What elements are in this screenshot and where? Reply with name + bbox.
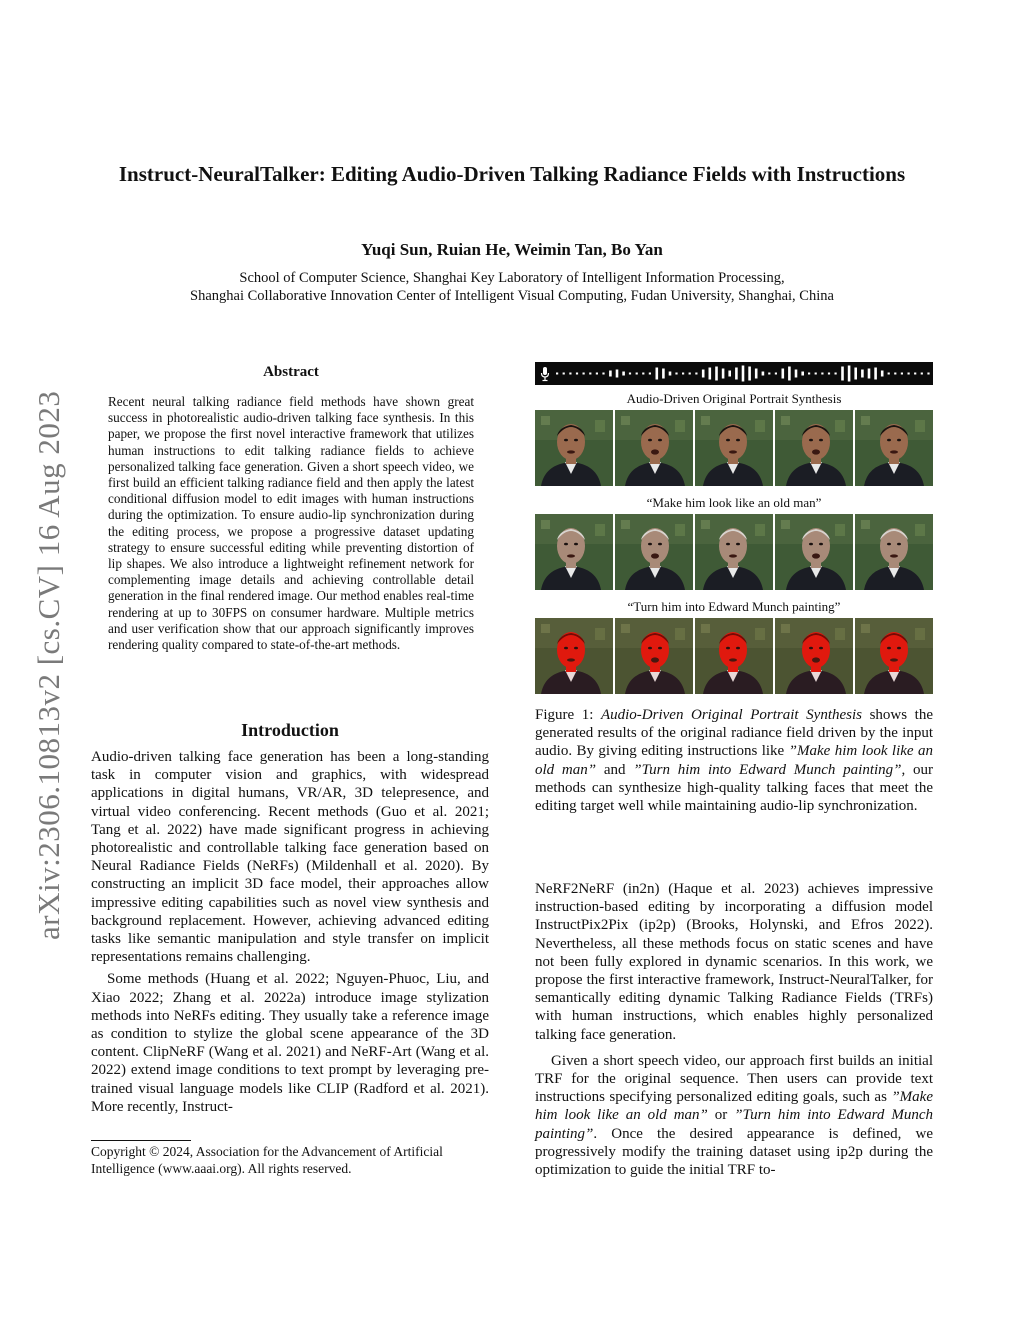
waveform-bar	[728, 371, 731, 377]
paper-title: Instruct-NeuralTalker: Editing Audio-Driven Talking Radiance Fields with Instructions	[118, 162, 906, 186]
portrait-frame	[775, 618, 853, 694]
affiliation-line-1: School of Computer Science, Shanghai Key Laboratory of Intelligent Information Processing,	[239, 270, 785, 286]
portrait-frame	[775, 514, 853, 590]
figure-1	[535, 362, 933, 694]
abstract-body: Recent neural talking radiance field methods have shown great success in photorealistic audio-driven talking face synthesis. In this paper, we propose the first novel interactive framework that utilizes human instructions to edit talking radiance fields to achieve personalized talking face generation. Given a short speech video, we first build an efficient talking radiance field and then apply the latest conditional diffusion model to edit images with human instructions during the optimization. To ensure audio-lip synchronization during the editing process, we propose a progressive dataset updating strategy to ensure successful editing while preventing distortion of lip shapes. We also introduce a lightweight refinement network for complementing image details and achieving controllable detail generation in the final rendered image. Our method enables real-time rendering at up to 30FPS on consumer hardware. Multiple metrics and user verification show that our approach significantly improves rendering quality compared to state-of-the-art methods.	[108, 394, 474, 653]
waveform-bar	[563, 373, 565, 375]
caption-text-b: and	[596, 761, 634, 778]
waveform-bar	[927, 373, 929, 375]
portrait-frame	[615, 514, 693, 590]
waveform-bar	[908, 373, 910, 375]
row-label-munch: “Turn him into Edward Munch painting”	[627, 599, 841, 614]
waveform-bar	[828, 373, 830, 375]
waveform-bar	[682, 373, 684, 375]
audio-waveform	[535, 362, 933, 385]
waveform-bar	[556, 373, 558, 375]
caption-prefix: Figure 1:	[535, 707, 601, 723]
caption-text-a: shows the generated results of the original radiance field driven by the input audio. By giving editing instructions like	[535, 707, 933, 760]
waveform-bar	[602, 373, 604, 375]
intro-paragraph-4	[535, 1052, 933, 1179]
row-label-old-man: “Make him look like an old man”	[646, 495, 822, 510]
waveform-bar	[622, 372, 625, 376]
portrait-frame	[775, 410, 853, 486]
waveform-bar	[695, 373, 697, 375]
affiliation-line-2: Shanghai Collaborative Innovation Center of Intelligent Visual Computing, Fudan University, Shanghai, China	[190, 288, 834, 304]
intro-paragraph-2: Some methods (Huang et al. 2022; Nguyen-Phuoc, Liu, and Xiao 2022; Zhang et al. 2022a) introduce image stylization methods into NeRFs editing. They usually take a reference image as condition to stylize the global scene appearance of the 3D content. ClipNeRF (Wang et al. 2021) and NeRF-Art (Wang et al. 2022) extend image conditions to text prompt by leveraging pre-trained visual language models like CLIP (Radford et al. 2021). More recently, Instruct-	[91, 971, 489, 1115]
waveform-bar	[881, 371, 884, 377]
waveform-bar	[755, 369, 758, 379]
waveform-bar	[782, 369, 785, 379]
waveform-bar	[583, 373, 585, 375]
waveform-bar	[669, 372, 672, 376]
para4-text-c: . Once the desired appearance is defined, we progressively modify the training dataset using ip2p during the optimization to guide the initial TRF to-	[535, 1125, 933, 1179]
portrait-frame	[615, 410, 693, 486]
munch-portrait-strip	[535, 618, 933, 694]
waveform-bar	[656, 368, 659, 380]
waveform-bar	[715, 367, 718, 381]
waveform-bar	[675, 373, 677, 375]
waveform-bar	[762, 372, 765, 376]
waveform-bar	[914, 373, 916, 375]
caption-italic-3: ”Turn him into Edward Munch painting”	[633, 761, 902, 778]
waveform-bar	[748, 367, 751, 381]
waveform-bar	[901, 373, 903, 375]
waveform-bar	[616, 370, 619, 378]
waveform-bar	[775, 373, 777, 375]
para4-italic-2: ”Turn him into Edward Munch painting”	[535, 1107, 933, 1142]
waveform-bar	[735, 368, 738, 380]
waveform-bar	[835, 373, 837, 375]
portrait-frame	[615, 618, 693, 694]
waveform-bars	[555, 362, 933, 385]
intro-paragraph-1: Audio-driven talking face generation has been a long-standing task in computer vision and graphics, with widespread applications in digital humans, VR/AR, 3D telepresence, and virtual video conferencing. Recent methods (Guo et al. 2021; Tang et al. 2022) have made significant progress in achieving photorealistic and controllable talking face generation based on Neural Radiance Fields (NeRFs) (Mildenhall et al. 2020). By constructing an implicit 3D face model, their approaches allow impressive editing capabilities such as novel view synthesis and background replacement. However, achieving advanced editing tasks like semantic manipulation and style transfer on implicit representations remains challenging.	[91, 749, 489, 966]
portrait-frame	[695, 618, 773, 694]
introduction-heading: Introduction	[241, 720, 339, 740]
waveform-bar	[768, 373, 770, 375]
waveform-bar	[636, 373, 638, 375]
microphone-icon	[535, 366, 555, 382]
waveform-bar	[689, 373, 691, 375]
intro-paragraph-3: NeRF2NeRF (in2n) (Haque et al. 2023) achieves impressive instruction-based editing by incorporating a diffusion model InstructPix2Pix (ip2p) (Brooks, Holynski, and Efros 2022). Nevertheless, all these methods focus on static scenes and have not been fully explored in dynamic scenarios. In this work, we propose the first interactive framework, Instruct-NeuralTalker, for semantically editing dynamic Talking Radiance Fields (TRFs) with human instructions, which enables highly personalized talking face generation.	[535, 881, 933, 1043]
portrait-frame	[695, 410, 773, 486]
original-portrait-strip	[535, 410, 933, 486]
waveform-bar	[874, 368, 877, 380]
portrait-frame	[535, 514, 613, 590]
waveform-bar	[722, 369, 725, 379]
caption-italic-2: ”Make him look like an old man”	[535, 743, 933, 778]
figure-1-caption	[535, 706, 933, 815]
abstract-heading: Abstract	[263, 364, 319, 380]
waveform-bar	[888, 373, 890, 375]
waveform-bar	[854, 368, 857, 380]
waveform-bar	[576, 373, 578, 375]
portrait-frame	[695, 514, 773, 590]
waveform-bar	[868, 369, 871, 379]
waveform-bar	[709, 368, 712, 380]
waveform-bar	[841, 367, 844, 381]
caption-text-c: , our methods can synthesize high-quality talking faces that meet the editing target well while maintaining audio-lip synchronization.	[535, 761, 933, 815]
portrait-frame	[855, 410, 933, 486]
waveform-bar	[702, 370, 705, 378]
waveform-bar	[821, 373, 823, 375]
waveform-bar	[649, 373, 651, 375]
affiliation	[100, 269, 924, 305]
waveform-bar	[861, 370, 864, 378]
waveform-bar	[589, 373, 591, 375]
portrait-frame	[535, 410, 613, 486]
waveform-bar	[609, 371, 612, 377]
waveform-bar	[808, 373, 810, 375]
waveform-bar	[662, 369, 665, 379]
waveform-bar	[815, 373, 817, 375]
para4-text-b: or	[707, 1107, 735, 1124]
caption-italic-1: Audio-Driven Original Portrait Synthesis	[600, 707, 862, 723]
waveform-bar	[921, 373, 923, 375]
right-column-body	[535, 880, 933, 1179]
left-column-body	[91, 748, 489, 1116]
arxiv-identifier: arXiv:2306.10813v2 [cs.CV] 16 Aug 2023	[31, 390, 66, 940]
waveform-bar	[569, 373, 571, 375]
waveform-bar	[894, 373, 896, 375]
para4-italic-1: ”Make him look like an old man”	[535, 1089, 933, 1124]
para4-text-a: Given a short speech video, our approach first builds an initial TRF for the original sequence. Then users can provide text instructions specifying personalized editing goals, such as	[535, 1052, 933, 1106]
footnote-divider	[91, 1140, 191, 1141]
copyright-footnote: Copyright © 2024, Association for the Advancement of Artificial Intelligence (www.aaai.org). All rights reserved.	[91, 1144, 443, 1176]
waveform-bar	[629, 373, 631, 375]
portrait-frame	[855, 618, 933, 694]
waveform-bar	[642, 373, 644, 375]
portrait-frame	[855, 514, 933, 590]
waveform-bar	[742, 366, 745, 382]
waveform-bar	[596, 373, 598, 375]
waveform-bar	[788, 367, 791, 381]
waveform-bar	[848, 366, 851, 382]
portrait-frame	[535, 618, 613, 694]
waveform-bar	[801, 372, 804, 376]
waveform-bar	[795, 370, 798, 378]
old-man-portrait-strip	[535, 514, 933, 590]
author-list: Yuqi Sun, Ruian He, Weimin Tan, Bo Yan	[361, 240, 663, 259]
row-label-original: Audio-Driven Original Portrait Synthesis	[626, 391, 842, 406]
